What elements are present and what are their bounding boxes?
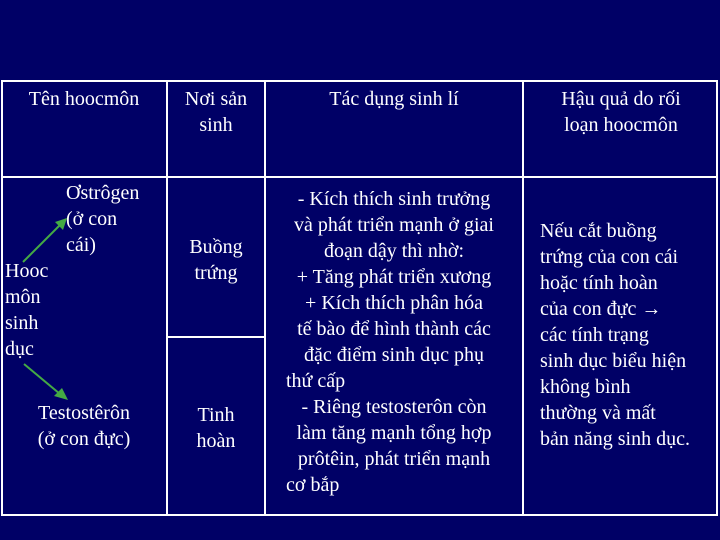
header-disorder-consequence-line2: loạn hoocmôn: [564, 114, 678, 136]
consequences-line: sinh dục biểu hiện: [540, 350, 687, 372]
organ-divider: [166, 336, 266, 338]
testis-line1: Tinh: [197, 404, 235, 426]
arrow-up-icon: [15, 210, 75, 270]
effects-line: thứ cấp: [286, 370, 346, 392]
effects-line: làm tăng mạnh tổng hợp: [296, 422, 492, 444]
consequences-line: trứng của con cái: [540, 246, 678, 268]
header-production-site-line1: Nơi sản: [184, 88, 248, 110]
header-disorder-consequence-line1: Hậu quả do rối: [561, 88, 681, 110]
consequences-line: bản năng sinh dục.: [540, 428, 690, 450]
testis-label: [166, 402, 266, 454]
effects-line: - Riêng testosterôn còn: [301, 396, 487, 418]
estrogen-label: [66, 180, 166, 258]
effects-line: và phát triển mạnh ở giai: [294, 214, 494, 236]
arrow-down-icon: [18, 358, 78, 408]
ovary-line1: Buồng: [189, 236, 243, 258]
sex-hormone-line4: dục: [5, 338, 34, 360]
effects-line: tế bào để hình thành các: [297, 318, 491, 340]
effects-line: đặc điểm sinh dục phụ: [304, 344, 484, 366]
header-divider: [1, 176, 718, 178]
effects-line: cơ bắp: [286, 474, 340, 496]
consequences-line: Nếu cắt buồng: [540, 220, 657, 242]
effects-text: [266, 186, 522, 498]
ovary-label: [166, 234, 266, 286]
consequences-text: [540, 218, 716, 452]
consequences-line: của con đực →: [540, 298, 662, 320]
testis-line2: hoàn: [196, 430, 236, 452]
header-production-site-line2: sinh: [199, 114, 233, 136]
estrogen-line3: cái): [66, 234, 96, 256]
header-production-site: [166, 86, 266, 138]
header-hormone-name: Tên hoocmôn: [28, 88, 140, 110]
consequences-line: hoặc tính hoàn: [540, 272, 658, 294]
consequences-line: thường và mất: [540, 402, 656, 424]
effects-line: + Tăng phát triển xương: [296, 266, 492, 288]
sex-hormone-line2: môn: [5, 286, 41, 308]
sex-hormone-line3: sinh: [5, 312, 39, 334]
col-divider-3: [522, 80, 524, 516]
consequences-line: không bình: [540, 376, 631, 398]
estrogen-line1: Ơstrôgen: [66, 182, 140, 204]
effects-line: + Kích thích phân hóa: [305, 292, 483, 314]
ovary-line2: trứng: [194, 262, 238, 284]
sex-hormone-line1: Hooc: [5, 260, 49, 282]
effects-line: đoạn dậy thì nhờ:: [324, 240, 464, 262]
sex-hormone-label: [5, 258, 65, 362]
testosterone-line1: Testostêrôn: [38, 402, 130, 424]
header-disorder-consequence: [524, 86, 718, 138]
header-physiological-effect: Tác dụng sinh lí: [329, 88, 459, 110]
testosterone-line2: (ở con đực): [37, 428, 131, 450]
estrogen-line2: (ở con: [66, 208, 118, 230]
effects-line: prôtêin, phát triển mạnh: [297, 448, 491, 470]
consequences-line: các tính trạng: [540, 324, 649, 346]
effects-line: - Kích thích sinh trưởng: [297, 188, 491, 210]
